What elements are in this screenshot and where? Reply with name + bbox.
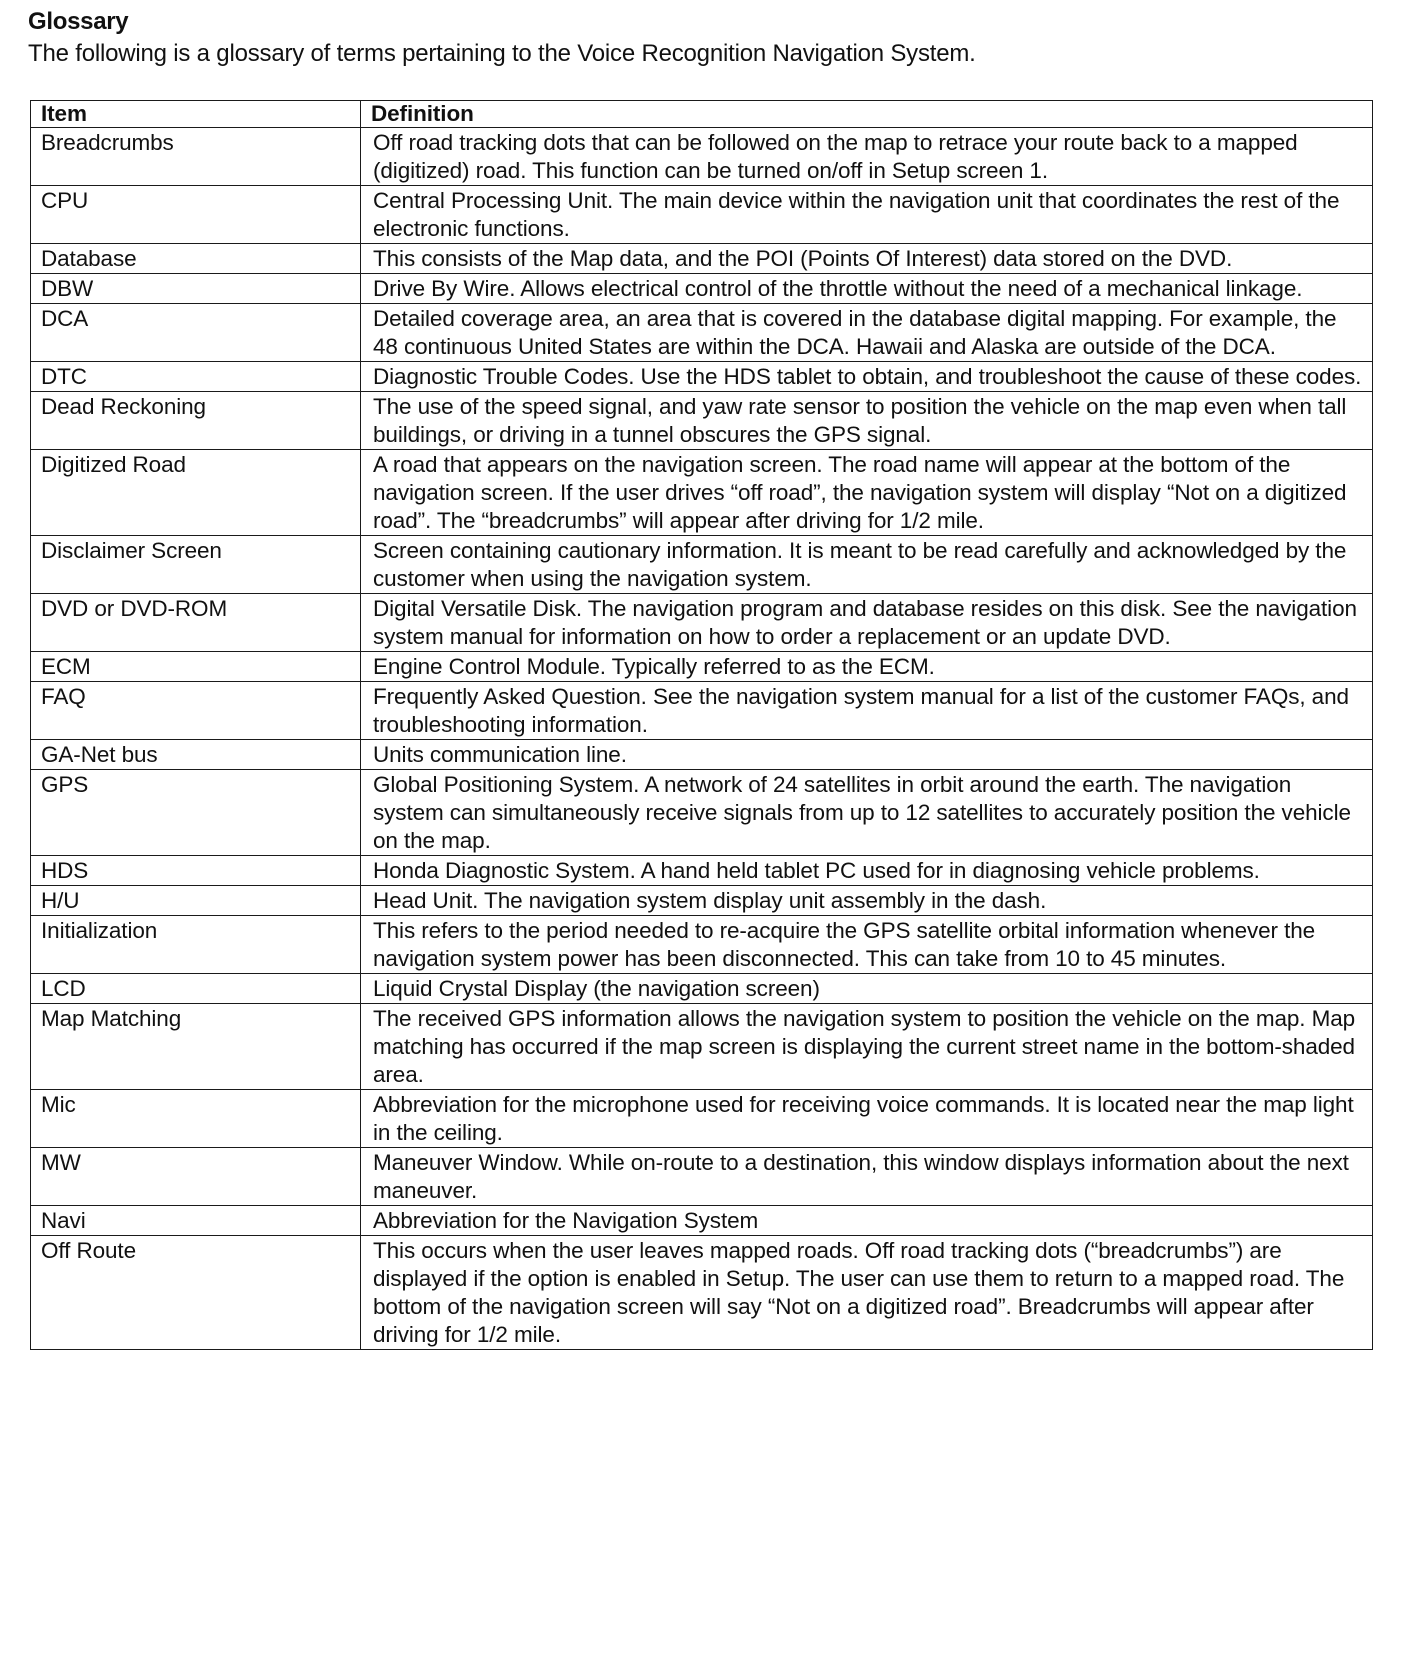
term-cell: Dead Reckoning — [31, 392, 361, 450]
term-cell: Database — [31, 244, 361, 274]
term-cell: Breadcrumbs — [31, 128, 361, 186]
term-cell: DCA — [31, 304, 361, 362]
column-header-definition: Definition — [361, 101, 1373, 128]
term-cell: FAQ — [31, 682, 361, 740]
definition-cell: Detailed coverage area, an area that is covered in the database digital mapping. For example, the 48 continuous United States are within the DCA. Hawaii and Alaska are outside of the DCA. — [361, 304, 1373, 362]
term-cell: Map Matching — [31, 1004, 361, 1090]
table-row — [31, 1206, 1373, 1236]
definition-cell: Abbreviation for the microphone used for receiving voice commands. It is located near the map light in the ceiling. — [361, 1090, 1373, 1148]
definition-cell: Diagnostic Trouble Codes. Use the HDS tablet to obtain, and troubleshoot the cause of these codes. — [361, 362, 1373, 392]
column-header-item: Item — [31, 101, 361, 128]
table-row — [31, 1090, 1373, 1148]
table-row — [31, 652, 1373, 682]
term-cell: H/U — [31, 886, 361, 916]
table-row — [31, 740, 1373, 770]
table-row — [31, 974, 1373, 1004]
term-cell: ECM — [31, 652, 361, 682]
term-cell: Initialization — [31, 916, 361, 974]
table-row — [31, 186, 1373, 244]
term-cell: LCD — [31, 974, 361, 1004]
term-cell: Off Route — [31, 1236, 361, 1350]
definition-cell: Screen containing cautionary information. It is meant to be read carefully and acknowledged by the customer when using the navigation system. — [361, 536, 1373, 594]
table-row — [31, 856, 1373, 886]
table-row — [31, 886, 1373, 916]
term-cell: Digitized Road — [31, 450, 361, 536]
table-row — [31, 244, 1373, 274]
table-row — [31, 392, 1373, 450]
definition-cell: The received GPS information allows the navigation system to position the vehicle on the map. Map matching has occurred if the map screen is displaying the current street name in the bottom-shaded area. — [361, 1004, 1373, 1090]
definition-cell: Head Unit. The navigation system display unit assembly in the dash. — [361, 886, 1373, 916]
term-cell: Disclaimer Screen — [31, 536, 361, 594]
definition-cell: This consists of the Map data, and the POI (Points Of Interest) data stored on the DVD. — [361, 244, 1373, 274]
table-row — [31, 128, 1373, 186]
term-cell: DVD or DVD-ROM — [31, 594, 361, 652]
glossary-table — [30, 100, 1373, 1350]
term-cell: DBW — [31, 274, 361, 304]
definition-cell: Digital Versatile Disk. The navigation program and database resides on this disk. See the navigation system manual for information on how to order a replacement or an update DVD. — [361, 594, 1373, 652]
table-row — [31, 274, 1373, 304]
table-row — [31, 1236, 1373, 1350]
term-cell: DTC — [31, 362, 361, 392]
table-row — [31, 594, 1373, 652]
definition-cell: Off road tracking dots that can be followed on the map to retrace your route back to a mapped (digitized) road. This function can be turned on/off in Setup screen 1. — [361, 128, 1373, 186]
definition-cell: Honda Diagnostic System. A hand held tablet PC used for in diagnosing vehicle problems. — [361, 856, 1373, 886]
header-row — [31, 101, 1373, 128]
term-cell: CPU — [31, 186, 361, 244]
definition-cell: Drive By Wire. Allows electrical control of the throttle without the need of a mechanical linkage. — [361, 274, 1373, 304]
glossary-body — [31, 128, 1373, 1350]
intro-text: The following is a glossary of terms pertaining to the Voice Recognition Navigation System. — [28, 40, 976, 67]
table-row — [31, 1004, 1373, 1090]
definition-cell: This refers to the period needed to re-acquire the GPS satellite orbital information whenever the navigation system power has been disconnected. This can take from 10 to 45 minutes. — [361, 916, 1373, 974]
definition-cell: The use of the speed signal, and yaw rate sensor to position the vehicle on the map even when tall buildings, or driving in a tunnel obscures the GPS signal. — [361, 392, 1373, 450]
table-row — [31, 304, 1373, 362]
table-row — [31, 916, 1373, 974]
table-row — [31, 1148, 1373, 1206]
table-row — [31, 450, 1373, 536]
table-row — [31, 682, 1373, 740]
definition-cell: Engine Control Module. Typically referred to as the ECM. — [361, 652, 1373, 682]
table-row — [31, 536, 1373, 594]
definition-cell: Frequently Asked Question. See the navigation system manual for a list of the customer FAQs, and troubleshooting information. — [361, 682, 1373, 740]
definition-cell: Central Processing Unit. The main device within the navigation unit that coordinates the rest of the electronic functions. — [361, 186, 1373, 244]
term-cell: HDS — [31, 856, 361, 886]
definition-cell: Liquid Crystal Display (the navigation screen) — [361, 974, 1373, 1004]
definition-cell: Units communication line. — [361, 740, 1373, 770]
term-cell: Mic — [31, 1090, 361, 1148]
table-row — [31, 770, 1373, 856]
term-cell: GA-Net bus — [31, 740, 361, 770]
table-row — [31, 362, 1373, 392]
definition-cell: A road that appears on the navigation screen. The road name will appear at the bottom of the navigation screen. If the user drives “off road”, the navigation system will display “Not on a digitized road”. The “breadcrumbs” will appear after driving for 1/2 mile. — [361, 450, 1373, 536]
definition-cell: Global Positioning System. A network of 24 satellites in orbit around the earth. The navigation system can simultaneously receive signals from up to 12 satellites to accurately position the vehicle on the map. — [361, 770, 1373, 856]
definition-cell: Abbreviation for the Navigation System — [361, 1206, 1373, 1236]
term-cell: Navi — [31, 1206, 361, 1236]
definition-cell: This occurs when the user leaves mapped roads. Off road tracking dots (“breadcrumbs”) are displayed if the option is enabled in Setup. The user can use them to return to a mapped road. The bottom of the navigation screen will say “Not on a digitized road”. Breadcrumbs will appear after driving for 1/2 mile. — [361, 1236, 1373, 1350]
term-cell: GPS — [31, 770, 361, 856]
definition-cell: Maneuver Window. While on-route to a destination, this window displays information about the next maneuver. — [361, 1148, 1373, 1206]
page-heading: Glossary — [28, 8, 129, 35]
term-cell: MW — [31, 1148, 361, 1206]
